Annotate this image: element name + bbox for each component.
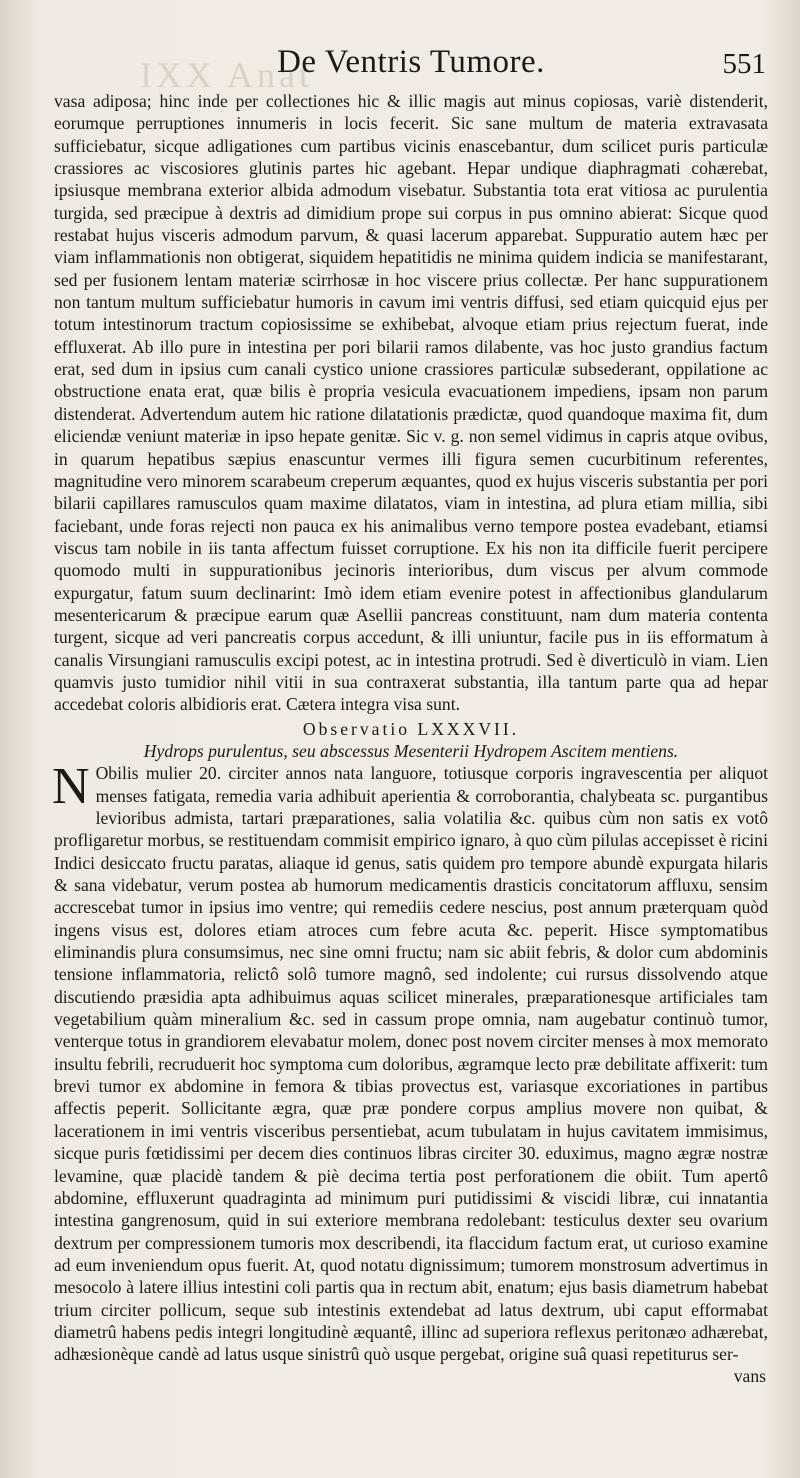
drop-cap: N [52,758,90,816]
observation-subtitle: Hydrops purulentus, seu abscessus Mesenterii Hydropem Ascitem mentiens. [143,740,679,761]
running-title: De Ventris Tumore. [277,44,545,80]
page-header [54,40,768,90]
observation-text: Obilis mulier 20. circiter annos nata languore, totiusque corporis ingravescentia per aliquot menses fatigata, remedia varia adhibuit aperientia & corroborantia, chalybeata sc. purgantibus levioribus admista, tartari præparationes, salia volatilia &c. quibus cùm non satis ex votô profligaretur morbus, se restituendam commisit empirico ignaro, à quo cùm pilulas accepisset è ricini Indici desiccato fructu paratas, aliaque id genus, satis quidem pro tempore abundè expurgata hilaris & sana videbatur, verum postea ab humorum medicamentis drasticis concitatorum affluxu, sensim accrescebat tumor in ipsius imo ventre; qui remediis cedere nescius, post annum præterquam quòd ingens visus est, dolores etiam atroces cum febre acuta &c. peperit. Hisce symptomatibus eliminandis plura consumsimus, nec sine omni fructu; nam sic abiit febris, & dolor cum abdominis tensione inflammatoria, relictô solô tumore magnô, sed indolente; cui rursus dissolvendo atque discutiendo præsidia apta adhibuimus aquas scilicet minerales, præparationesque artificiales tam vegetabilium quàm mineralium &c. sed in cassum prope omnia, nam augebatur continuò tumor, venterque totus in grandiorem elevabatur molem, donec post novem circiter menses à mox memorato insultu febrili, recruduerit hoc symptoma cum doloribus, ægramque lecto præ debilitate affixerit: tum brevi tumor ex abdomine in femora & tibias provectus est, variasque excoriationes in partibus affectis peperit. Sollicitante ægra, quæ præ pondere corpus amplius movere non quibat, & lacerationem in imi ventris visceribus persentiebat, acum tubulatam in hujus cavitatem immisimus, sicque puris fœtidissimi per decem dies continuos libras circiter 30. eduximus, magno ægræ nostræ levamine, quæ placidè tandem & piè decima tertia post perforationem die obiit. Tum apertô abdomine, effluxerunt quadraginta ad minimum puri putidissimi & viscidi libræ, cui innatantia intestina gangrenosum, quid in sui exteriore membrana redolebant: testiculus dexter seu ovarium dextrum per compressionem tumoris mox describendi, ita flaccidum factum erat, ut curioso examine ad eum inveniendum opus fuerit. At, quod notatu dignissimum; tumorem monstrosum advertimus in mesocolo à latere illius intestini coli partis qua in rectum abit, enatum; ejus basis diametrum habebat trium circiter pollicum, seque sub intestinis extendebat ad latus dextrum, ubi caput efformabat diametrû habens pedis integri longitudinè æquantê, illinc ad superiora reflexus peritonæo adhærebat, adhæsionèque candè ad latus usque sinistrû quò usque pergebat, origine suâ quasi repetiturus ser- [54,763,768,1365]
observation-heading: Observatio LXXXVII. [302,718,520,739]
paragraph-1: vasa adiposa; hinc inde per collectiones hic & illic magis aut minus copiosas, variè distenderit, eorumque perruptiones innumeris in locis fecerit. Sic sane multum de materia extravasata sufficiebatur, sicque adligationes cum partibus vicinis enascebantur, dum scilicet puris particulæ crassiores ac viscosiores glutinis partes hic agebant. Hepar undique diaphragmati cohærebat, ipsiusque membrana exterior albida admodum visebatur. Substantia tota erat vitiosa ac purulentia turgida, sed præcipue à dextris ad dimidium prope sui corpus in pus omnino abierat: Sicque quod restabat hujus visceris admodum parvum, & quasi lacerum apparebat. Suppuratio autem hæc per viam inflammationis non obtigerat, siquidem hepatitidis ne minima quidem indicia se manifestarant, sed per fusionem lentam materiæ scirrhosæ in hoc viscere prius collectæ. Per hanc suppurationem non tantum multum sufficiebatur humoris in cavum imi ventris diffusi, sed etiam quicquid ejus per totum intestinorum tractum copiosissime se exhibebat, alvoque etiam prius rejectum fuerat, inde effluxerat. Ab illo pure in intestina per pori bilarii ramos dilabente, vas hoc justo grandius factum erat, sed dum in ipsius cum canali cystico unione crassiores particulæ subsederant, oppilatione ac obstructione enata erat, quæ bilis è propria vesicula evacuationem impediens, ipsam non parum distenderat. Advertendum autem hic ratione dilatationis prædictæ, quod quandoque maxima fit, dum eliciendæ veniunt materiæ in ipso hepate genitæ. Sic v. g. non semel vidimus in capris atque ovibus, in quarum hepatibus sæpius enascuntur vermes illi figura semen cucurbitinum referentes, magnitudine vero minorem scarabeum creperum æquantes, quod ex hujus visceris substantia per pori bilarii capillares ramusculos quam maxime dilatatos, viam in intestina, ad plura etiam millia, sibi faciebant, unde foras rejecti non pauca ex his animalibus verno tempore postea evadebant, etiamsi viscus tam nobile in iis tanta affectum fuisset corruptione. Ex his non ita difficile fuerit percipere quomodo multi in suppurationibus jecinoris interioribus, dum viscus per alvum commode expurgatur, fatum suum declinarint: Imò idem etiam evenire potest in affectionibus glandularum mesentericarum & præcipue earum quæ Asellii pancreas constituunt, nam dum materia contenta turgent, sicque ad veri pancreatis corpus accedunt, & illi uniuntur, facile pus in iis efformatum à canalis Virsungiani ramusculis excipi potest, ac in intestina protrudi. Sed è diverticulò in viam. Lien quamvis justo tumidior nihil vitii in sua contraxerat substantia, illa tantum parte qua ad hepar accedebat coloris albidioris erat. Cætera integra visa sunt. [54,91,768,715]
bleed-through-text: IXX Anat [140,55,313,95]
catchword: vans [733,1365,766,1386]
body-text [54,90,768,716]
observation-body [52,758,768,1365]
page-number: 551 [722,48,766,80]
